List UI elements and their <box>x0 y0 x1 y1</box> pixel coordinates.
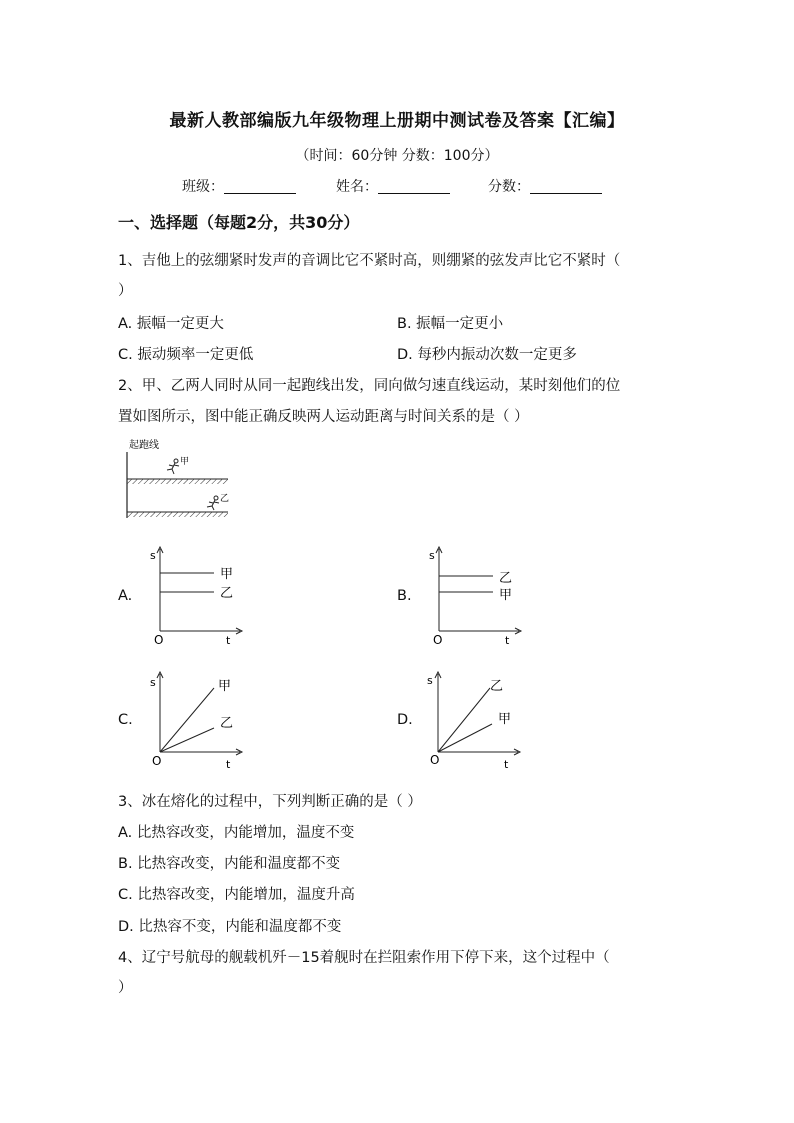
origin-label: O <box>433 633 443 647</box>
track-bottom-hatch <box>127 512 228 517</box>
x-axis-label: t <box>504 758 509 771</box>
origin-label: O <box>430 753 440 767</box>
lane-divider-hatch <box>127 479 228 484</box>
score-field <box>488 176 602 196</box>
section-heading: 一、选择题（每题2分，共30分） <box>118 213 360 232</box>
upper-line-label: 乙 <box>499 571 513 586</box>
q2-graph-a <box>148 545 248 647</box>
y-axis-label: s <box>427 674 433 687</box>
q1-option-d: D. 每秒内振动次数一定更多 <box>397 347 577 363</box>
q2-option-c-letter: C. <box>118 712 133 728</box>
question-4-text-cont: ） <box>118 980 133 996</box>
q3-option-b: B. 比热容改变，内能和温度都不变 <box>118 856 341 872</box>
lower-line-label: 乙 <box>220 586 234 601</box>
runner-jia-icon <box>167 459 179 474</box>
q1-option-a: A. 振幅一定更大 <box>118 316 224 332</box>
runner-yi-icon <box>207 496 219 510</box>
q2-option-d-letter: D. <box>397 712 413 728</box>
exam-time-score: （时间：60分钟 分数：100分） <box>295 148 499 164</box>
q1-option-c: C. 振动频率一定更低 <box>118 347 254 363</box>
track-figure <box>118 436 238 522</box>
name-field <box>336 176 450 196</box>
line-upper <box>438 688 490 752</box>
name-blank <box>378 179 450 194</box>
class-blank <box>224 179 296 194</box>
x-axis-label: t <box>226 634 231 647</box>
class-field <box>182 176 296 196</box>
question-3-text: 3、冰在熔化的过程中，下列判断正确的是（ ） <box>118 794 422 810</box>
q2-option-b-letter: B. <box>397 588 412 604</box>
origin-label: O <box>154 633 164 647</box>
question-2-text-cont: 置如图所示，图中能正确反映两人运动距离与时间关系的是（ ） <box>118 409 529 425</box>
y-axis-label: s <box>150 549 156 562</box>
q3-option-a: A. 比热容改变，内能增加，温度不变 <box>118 825 355 841</box>
upper-line-label: 甲 <box>218 679 232 694</box>
upper-line-label: 乙 <box>490 679 504 694</box>
q2-graph-d <box>426 670 526 774</box>
question-1-text-cont: ） <box>118 283 133 299</box>
y-axis-label: s <box>150 676 156 689</box>
line-lower <box>160 728 214 752</box>
upper-line-label: 甲 <box>220 567 234 582</box>
q3-option-c: C. 比热容改变，内能增加，温度升高 <box>118 887 355 903</box>
runner-jia-label: 甲 <box>180 457 190 467</box>
q2-graph-b <box>427 545 527 647</box>
q2-graph-c <box>148 670 248 774</box>
q2-option-a-letter: A. <box>118 588 133 604</box>
question-2-text: 2、甲、乙两人同时从同一起跑线出发，同向做匀速直线运动，某时刻他们的位 <box>118 378 621 394</box>
lower-line-label: 甲 <box>498 712 512 727</box>
score-label: 分数： <box>488 179 530 195</box>
line-lower <box>438 724 492 752</box>
origin-label: O <box>152 754 162 768</box>
question-4-text: 4、辽宁号航母的舰载机歼－15着舰时在拦阻索作用下停下来，这个过程中（ <box>118 950 610 966</box>
runner-yi-label: 乙 <box>220 494 230 504</box>
lower-line-label: 乙 <box>220 716 234 731</box>
line-upper <box>160 688 214 752</box>
start-line-label: 起跑线 <box>129 440 159 451</box>
name-label: 姓名： <box>336 179 378 195</box>
question-1-text: 1、吉他上的弦绷紧时发声的音调比它不紧时高，则绷紧的弦发声比它不紧时（ <box>118 253 621 269</box>
page-title: 最新人教部编版九年级物理上册期中测试卷及答案【汇编】 <box>169 111 625 131</box>
lower-line-label: 甲 <box>499 588 513 603</box>
score-blank <box>530 179 602 194</box>
class-label: 班级： <box>182 179 224 195</box>
y-axis-label: s <box>429 549 435 562</box>
q3-option-d: D. 比热容不变，内能和温度都不变 <box>118 919 342 935</box>
x-axis-label: t <box>226 758 231 771</box>
q1-option-b: B. 振幅一定更小 <box>397 316 504 332</box>
x-axis-label: t <box>505 634 510 647</box>
